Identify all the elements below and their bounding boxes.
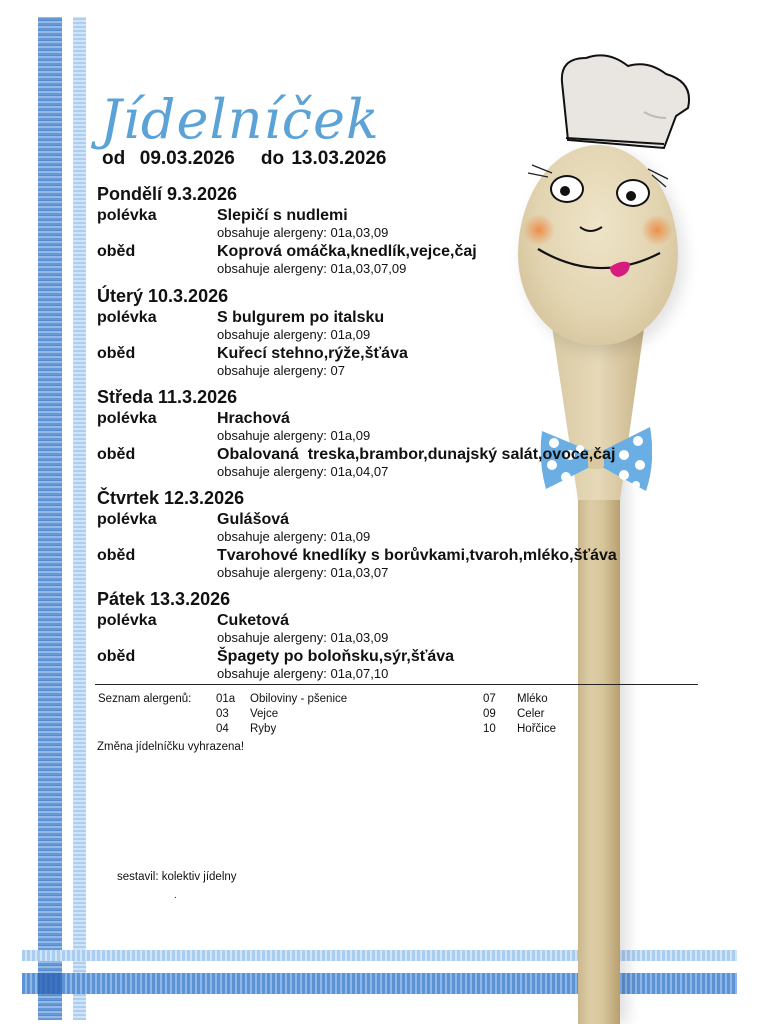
soup-dish: Slepičí s nudlemi	[217, 207, 348, 224]
day-block-thursday	[97, 486, 697, 582]
day-title: Čtvrtek 12.3.2026	[97, 488, 245, 508]
soup-allergens: obsahuje alergeny: 01a,03,09	[217, 225, 389, 240]
main-label: oběd	[97, 547, 136, 564]
soup-label: polévka	[97, 309, 157, 326]
vertical-stripe-dark	[38, 17, 62, 1020]
main-dish: Tvarohové knedlíky s borůvkami,tvaroh,mléko,šťáva	[217, 547, 617, 564]
allergen-item: 07 Mléko	[483, 693, 548, 705]
stripe-crossing	[38, 973, 62, 994]
main-allergens: obsahuje alergeny: 01a,04,07	[217, 464, 389, 479]
soup-allergens: obsahuje alergeny: 01a,09	[217, 428, 371, 443]
day-block-monday	[97, 182, 697, 278]
allergen-item: 03 Vejce	[216, 708, 279, 720]
main-dish: Špagety po boloňsku,sýr,šťáva	[217, 648, 455, 665]
day-block-friday	[97, 587, 697, 683]
soup-label: polévka	[97, 410, 157, 427]
soup-label: polévka	[97, 612, 157, 629]
main-label: oběd	[97, 345, 136, 362]
main-label: oběd	[97, 446, 136, 463]
main-allergens: obsahuje alergeny: 01a,03,07	[217, 565, 389, 580]
change-note: Změna jídelníčku vyhrazena!	[97, 741, 245, 753]
main-dish: Koprová omáčka,knedlík,vejce,čaj	[217, 243, 477, 260]
main-allergens: obsahuje alergeny: 01a,03,07,09	[217, 261, 407, 276]
soup-dish: Gulášová	[217, 511, 290, 528]
date-to: do 13.03.2026	[260, 148, 387, 169]
day-title: Úterý 10.3.2026	[97, 286, 229, 306]
allergen-item: 09 Celer	[483, 708, 545, 720]
date-range	[102, 148, 386, 170]
day-title: Středa 11.3.2026	[97, 387, 238, 407]
chef-hat-icon	[548, 52, 696, 152]
main-dish: Kuřecí stehno,rýže,šťáva	[217, 345, 408, 362]
soup-allergens: obsahuje alergeny: 01a,03,09	[217, 630, 389, 645]
soup-allergens: obsahuje alergeny: 01a,09	[217, 327, 371, 342]
main-allergens: obsahuje alergeny: 01a,07,10	[217, 666, 389, 681]
soup-label: polévka	[97, 207, 157, 224]
day-block-tuesday	[97, 284, 697, 380]
day-title: Pátek 13.3.2026	[97, 589, 231, 609]
author-credit: sestavil: kolektiv jídelny	[117, 871, 237, 883]
date-from: od 09.03.2026	[102, 148, 235, 169]
main-allergens: obsahuje alergeny: 07	[217, 363, 345, 378]
horizontal-stripe-light	[22, 950, 737, 961]
main-label: oběd	[97, 648, 136, 665]
soup-allergens: obsahuje alergeny: 01a,09	[217, 529, 371, 544]
soup-label: polévka	[97, 511, 157, 528]
vertical-stripe-light	[73, 17, 86, 1020]
day-block-wednesday	[97, 385, 697, 481]
allergen-list-right	[483, 692, 556, 737]
soup-dish: Cuketová	[217, 612, 290, 629]
soup-dish: Hrachová	[217, 410, 290, 427]
horizontal-stripe-dark	[22, 973, 737, 994]
divider-line	[95, 684, 698, 685]
main-dish: Obalovaná treska,brambor,dunajský salát,ovoce,čaj	[217, 446, 616, 463]
main-label: oběd	[97, 243, 136, 260]
stray-dot: .	[174, 890, 177, 901]
page-title: Jídelníček	[100, 88, 380, 151]
allergen-list-label: Seznam alergenů:	[98, 693, 192, 705]
allergen-list-left	[216, 692, 347, 737]
allergen-item: 10 Hořčice	[483, 723, 556, 735]
day-title: Pondělí 9.3.2026	[97, 184, 238, 204]
allergen-item: 01a Obiloviny - pšenice	[216, 693, 348, 705]
soup-dish: S bulgurem po italsku	[217, 309, 385, 326]
allergen-item: 04 Ryby	[216, 723, 277, 735]
